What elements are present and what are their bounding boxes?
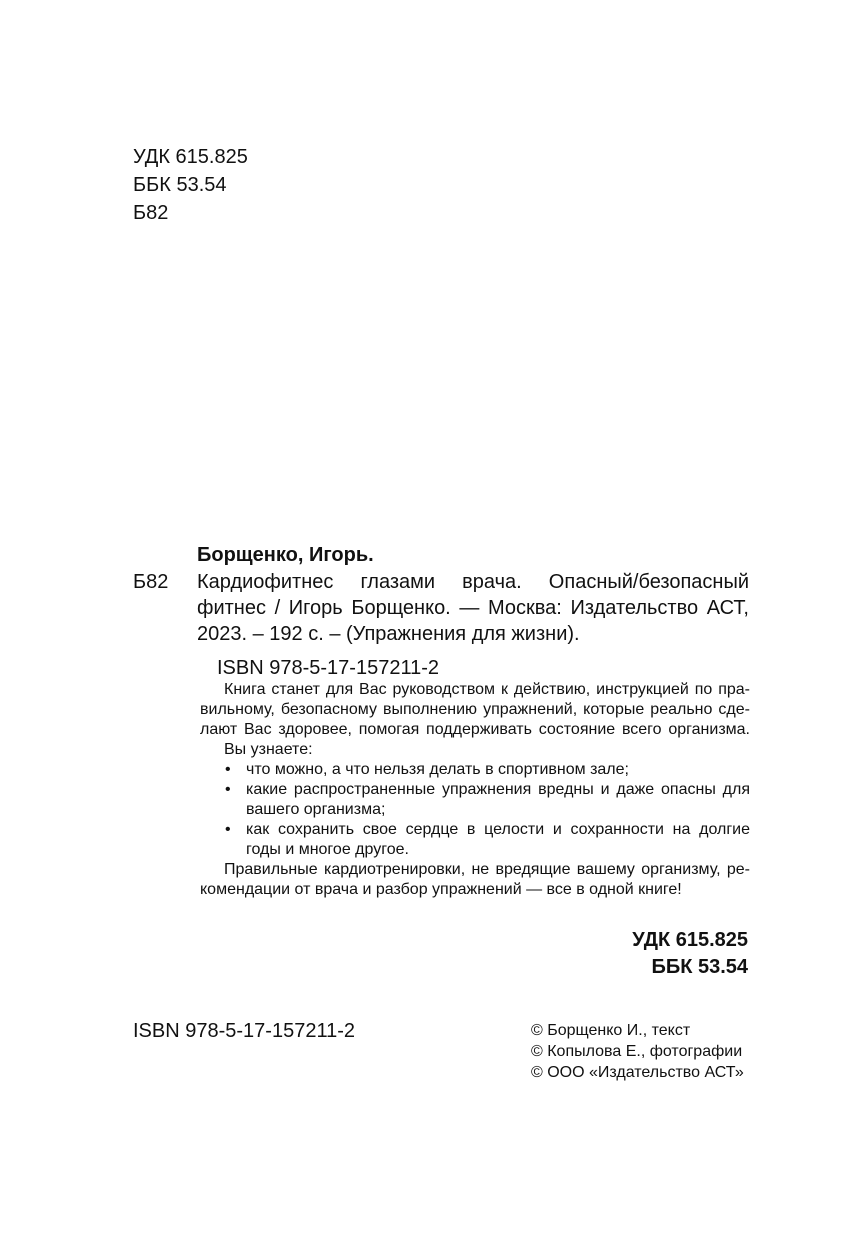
list-item [200,820,750,840]
catalog-author-mark: Б82 [133,571,169,593]
catalog-isbn: ISBN 978-5-17-157211-2 [217,657,439,679]
list-item-text: какие распространенные упражнения вредны и даже опасны для [246,781,750,798]
copyright-line: © Борщенко И., текст [531,1022,691,1039]
list-item [200,780,750,800]
bib-line: Кардиофитнес глазами врача. Опасный/безопасный [197,571,749,593]
copyright-line: © Копылова Е., фотографии [531,1043,743,1060]
classification-codes-top [133,143,248,227]
bibliographic-description [197,569,749,647]
udk-code-bold: УДК 615.825 [632,929,748,951]
annotation-line: вильному, безопасному выполнению упражнений, которые реально сде- [200,701,750,718]
list-item-text: что можно, а что нельзя делать в спортивном зале; [246,761,629,778]
annotation-line: Книга станет для Вас руководством к действию, инструкцией по пра- [224,681,750,698]
annotation-line: лают Вас здоровее, помогая поддерживать состояние всего организма. [200,721,750,738]
list-item [200,760,750,780]
author-heading: Борщенко, Игорь. [197,544,374,566]
list-item-continuation: вашего организма; [246,801,386,818]
bib-line: фитнес / Игорь Борщенко. — Москва: Издательство АСТ, [197,597,749,619]
classification-codes-bottom [632,927,748,981]
annotation-line: Правильные кардиотренировки, не вредящие вашему организму, ре- [224,861,750,878]
copyright-block [531,1020,744,1083]
annotation-intro: Вы узнаете: [224,741,313,758]
bbk-code: ББК 53.54 [133,174,227,196]
list-item-continuation: годы и многое другое. [246,841,409,858]
annotation [200,680,750,900]
bib-line: 2023. – 192 с. – (Упражнения для жизни). [197,623,580,645]
copyright-line: © ООО «Издательство АСТ» [531,1064,744,1081]
list-item-text: как сохранить свое сердце в целости и сохранности на долгие [246,821,750,838]
author-mark: Б82 [133,202,169,224]
bbk-code-bold: ББК 53.54 [651,956,748,978]
bullet-icon: • [225,761,231,778]
udk-code: УДК 615.825 [133,146,248,168]
footer-isbn: ISBN 978-5-17-157211-2 [133,1020,355,1042]
annotation-line: комендации от врача и разбор упражнений — все в одной книге! [200,881,682,898]
bullet-icon: • [225,821,231,838]
bullet-icon: • [225,781,231,798]
